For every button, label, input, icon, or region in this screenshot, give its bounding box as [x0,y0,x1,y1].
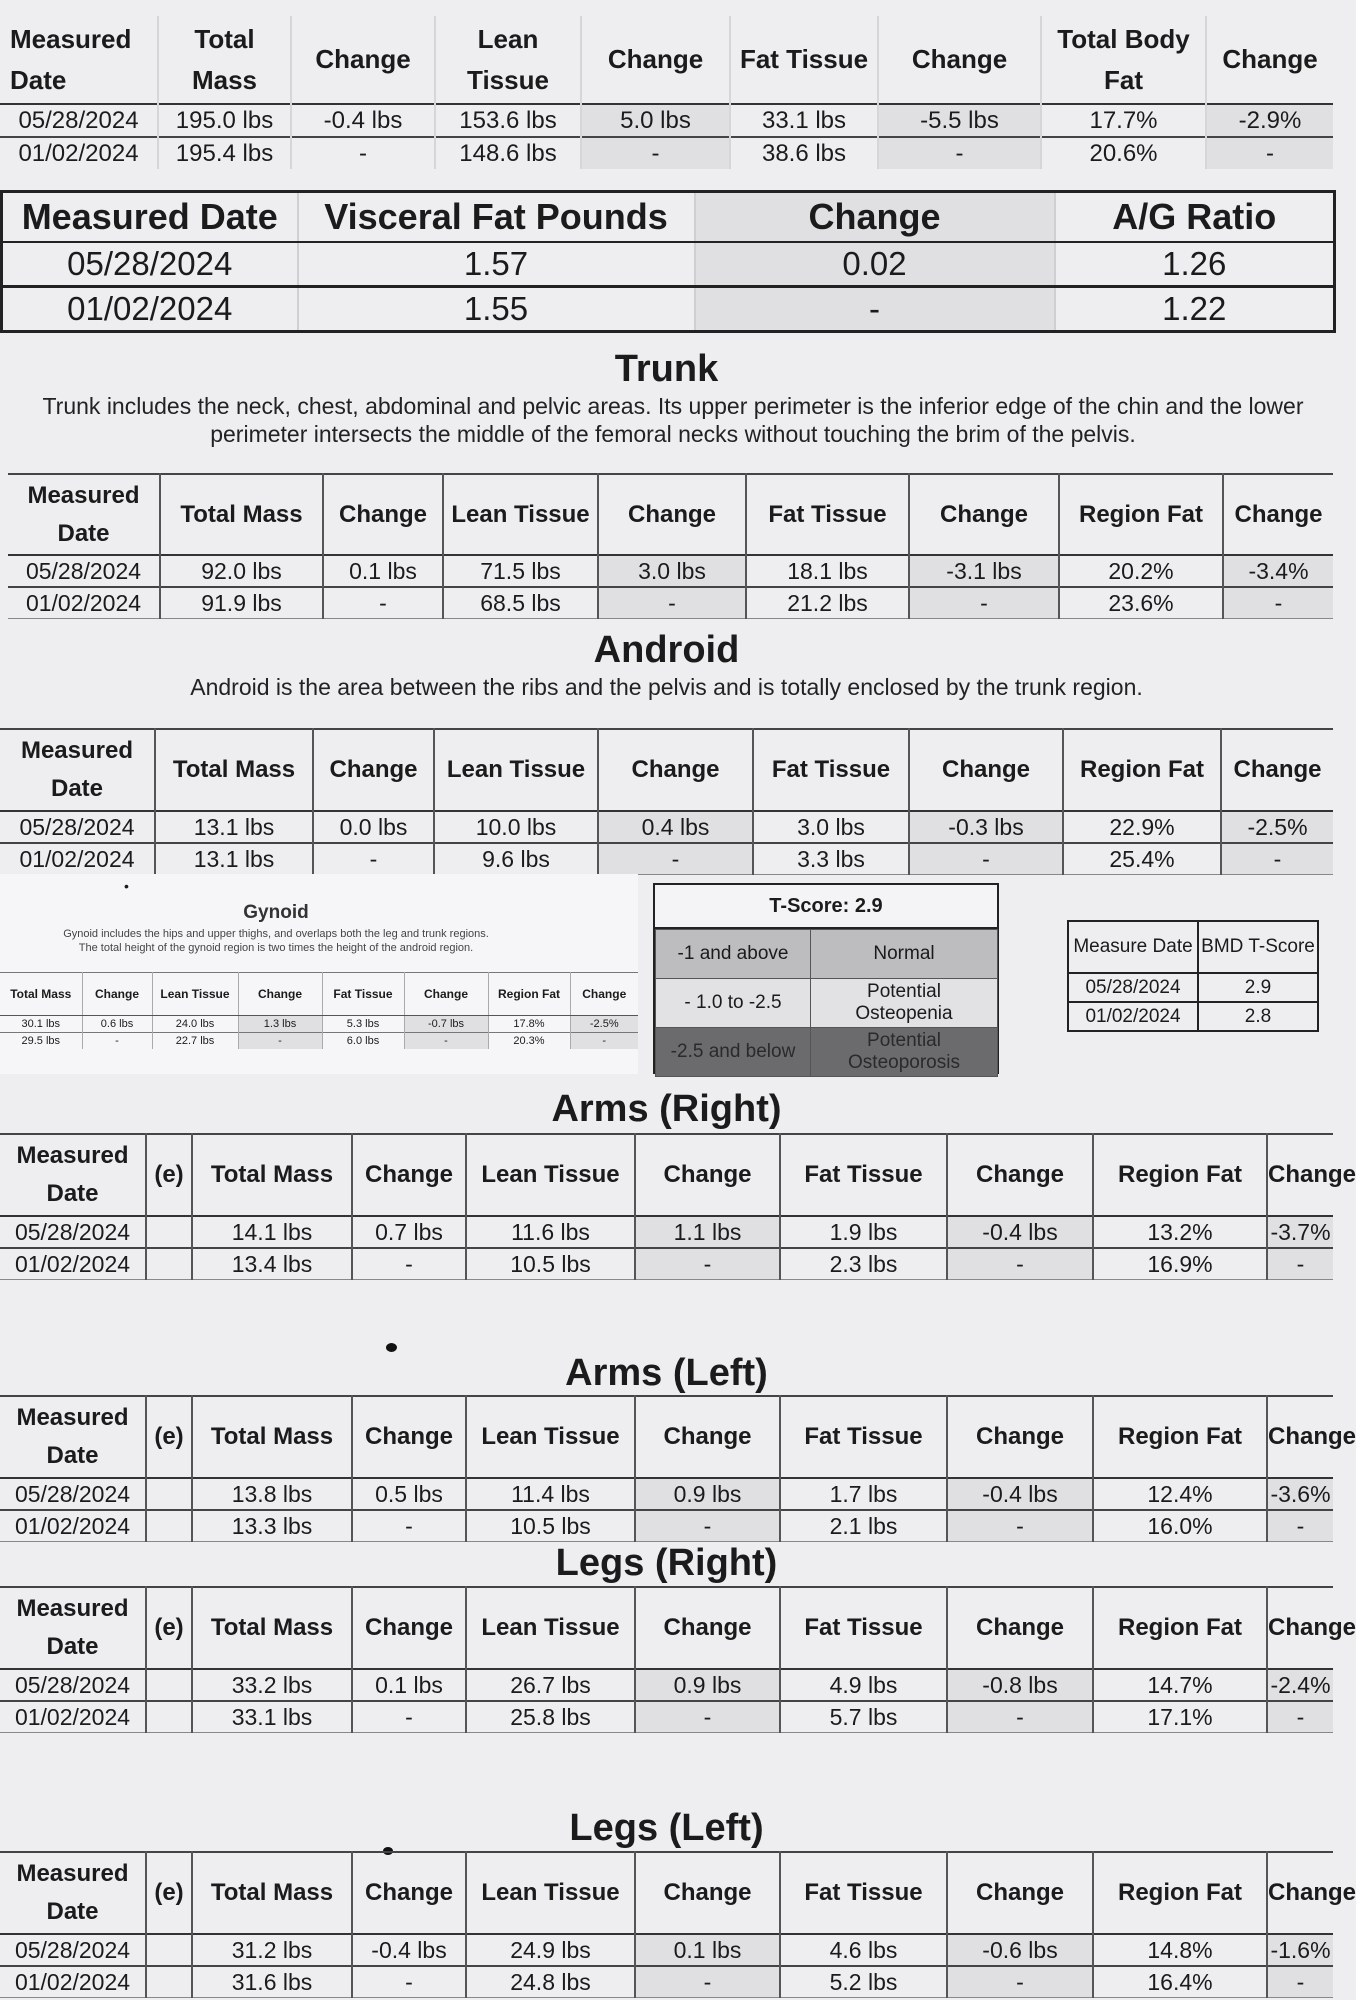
cell: 05/28/2024 [0,104,158,137]
header-total-mass: Total Mass [192,1587,352,1669]
header-total-mass: Total Mass [192,1134,352,1216]
cell: 16.9% [1093,1248,1267,1280]
cell: 30.1 lbs [0,1016,82,1033]
gynoid-table [0,972,638,1049]
header-region-fat: Region Fat [1063,729,1221,811]
tscore-row-osteoporosis [656,1028,998,1077]
cell: - [323,587,443,619]
cell [146,1701,192,1733]
cell: - [570,1033,638,1050]
arms-left-table [0,1395,1356,1542]
cell: 0.1 lbs [323,555,443,587]
trunk-table [8,473,1333,619]
cell: 05/28/2024 [8,555,160,587]
cell: 195.0 lbs [158,104,291,137]
bmd-tscore-table [1067,920,1317,1032]
cell [146,1248,192,1280]
tscore-title: T-Score: 2.9 [655,885,997,929]
cell: 0.9 lbs [635,1669,780,1701]
header-fat-tissue: Fat Tissue [753,729,909,811]
header-lean-tissue: Lean Tissue [466,1852,635,1934]
trunk-title: Trunk [614,348,719,390]
cell: 10.5 lbs [466,1248,635,1280]
cell: - [404,1033,488,1050]
cell: 01/02/2024 [2,287,298,332]
header-change: Change [635,1134,780,1216]
header-fat-tissue: Fat Tissue [322,973,404,1016]
header-change: Change [404,973,488,1016]
cell: 1.7 lbs [780,1478,947,1510]
cell: 14.8% [1093,1934,1267,1966]
tscore-range: -2.5 and below [656,1028,811,1077]
header-lean-tissue: Lean Tissue [466,1396,635,1478]
cell: 33.2 lbs [192,1669,352,1701]
cell: 2.9 [1198,973,1318,1002]
cell: 20.3% [488,1033,570,1050]
cell: - [947,1248,1093,1280]
header-change: Change [352,1852,466,1934]
tscore-legend [653,883,999,1074]
header-e: (e) [146,1134,192,1216]
cell: 0.0 lbs [313,811,434,843]
cell: 01/02/2024 [0,1510,146,1542]
cell: 05/28/2024 [2,242,298,287]
cell: 18.1 lbs [746,555,909,587]
header-visceral-fat-pounds: Visceral Fat Pounds [298,192,695,243]
header-e: (e) [146,1852,192,1934]
android-table [0,728,1333,875]
cell: 1.3 lbs [238,1016,322,1033]
total-body-summary-table [0,16,1333,169]
gynoid-description [0,927,552,955]
cell: 0.1 lbs [352,1669,466,1701]
cell: 29.5 lbs [0,1033,82,1050]
arms-right-table [0,1133,1356,1280]
header-lean-tissue: Lean Tissue [152,973,238,1016]
header-change: Change [1268,1161,1356,1188]
cell: 21.2 lbs [746,587,909,619]
cell: 2.1 lbs [780,1510,947,1542]
legs-right-title: Legs (Right) [555,1542,778,1584]
cell: 01/02/2024 [0,843,155,875]
cell: -0.6 lbs [947,1934,1093,1966]
arms-right-title: Arms (Right) [551,1088,782,1130]
header-measured-date: Measured Date [0,1587,146,1669]
cell: 5.0 lbs [581,104,730,137]
cell: 4.9 lbs [780,1669,947,1701]
header-change: Change [1233,756,1322,783]
header-change: Change [635,1587,780,1669]
cell: 05/28/2024 [0,1216,146,1248]
header-lean-tissue: Lean Tissue [466,1587,635,1669]
cell: 20.2% [1059,555,1223,587]
cell [146,1216,192,1248]
header-change: Change [947,1396,1093,1478]
header-e: (e) [146,1396,192,1478]
cell: 1.26 [1162,245,1227,282]
table-row [0,1669,1333,1701]
cell: -0.4 lbs [947,1478,1093,1510]
table-row [2,242,1335,287]
cell: - [635,1701,780,1733]
cell: -3.6% [1267,1478,1333,1510]
cell: -5.5 lbs [878,104,1041,137]
header-change: Change [570,973,638,1016]
header-change: Change [947,1134,1093,1216]
header-measured-date: Measured Date [0,16,158,104]
cell: -2.5% [1221,811,1333,843]
header-region-fat: Region Fat [1093,1852,1267,1934]
header-change: Change [313,729,434,811]
cell [146,1478,192,1510]
cell: 0.7 lbs [352,1216,466,1248]
cell: 13.2% [1093,1216,1267,1248]
cell: - [581,137,730,169]
tscore-range: -1 and above [656,930,811,979]
table-row [0,1248,1333,1280]
tscore-label: Potential Osteoporosis [811,1028,998,1077]
table-row [0,137,1333,169]
gynoid-description-line: The total height of the gynoid region is two times the height of the android region. [78,942,474,954]
cell: 16.4% [1093,1966,1267,1998]
cell: 195.4 lbs [158,137,291,169]
legs-left-title: Legs (Left) [569,1807,764,1849]
cell: 0.1 lbs [635,1934,780,1966]
header-change: Change [1234,500,1323,528]
cell: 92.0 lbs [160,555,323,587]
cell: - [947,1701,1093,1733]
header-change: Change [909,474,1059,555]
header-change: Change [352,1587,466,1669]
cell: 6.0 lbs [322,1033,404,1050]
header-fat-tissue: Fat Tissue [730,16,878,104]
table-row [0,1016,638,1033]
cell: -0.3 lbs [909,811,1063,843]
cell: 13.8 lbs [192,1478,352,1510]
cell: 31.6 lbs [192,1966,352,1998]
cell: 13.1 lbs [155,811,313,843]
android-title: Android [593,629,740,671]
cell: - [1267,1701,1333,1733]
header-region-fat: Region Fat [488,973,570,1016]
cell: -3.4% [1223,555,1333,587]
header-ag-ratio: A/G Ratio [1055,192,1335,243]
legs-left-table [0,1851,1356,1998]
header-lean-tissue: Lean Tissue [434,729,598,811]
header-change: Change [598,729,753,811]
arms-left-title: Arms (Left) [565,1352,768,1394]
header-change: Change [291,16,435,104]
table-row [0,104,1333,137]
header-lean-tissue: Lean Tissue [466,1134,635,1216]
cell: 68.5 lbs [443,587,598,619]
table-row [0,1033,638,1050]
gynoid-description-line: Gynoid includes the hips and upper thighs, and overlaps both the leg and trunk regions. [63,928,489,940]
cell: -0.8 lbs [947,1669,1093,1701]
cell: 38.6 lbs [730,137,878,169]
cell: - [878,137,1041,169]
cell: 2.8 [1198,1002,1318,1031]
cell: 5.7 lbs [780,1701,947,1733]
cell: - [598,843,753,875]
cell: - [1267,1510,1333,1542]
cell: 24.0 lbs [152,1016,238,1033]
header-region-fat: Region Fat [1059,474,1223,555]
header-region-fat: Region Fat [1093,1587,1267,1669]
cell: 13.1 lbs [155,843,313,875]
cell: - [695,287,1055,332]
cell: - [1223,587,1333,619]
header-fat-tissue: Fat Tissue [780,1396,947,1478]
cell: 0.5 lbs [352,1478,466,1510]
cell [146,1966,192,1998]
tscore-label: Normal [811,930,998,979]
cell: 13.4 lbs [192,1248,352,1280]
cell: 1.57 [298,242,695,287]
cell: 11.6 lbs [466,1216,635,1248]
cell [146,1510,192,1542]
cell: - [909,587,1059,619]
cell: 2.3 lbs [780,1248,947,1280]
cell: - [238,1033,322,1050]
header-fat-tissue: Fat Tissue [746,474,909,555]
cell: 05/28/2024 [0,1478,146,1510]
cell: 17.1% [1093,1701,1267,1733]
cell: -1.6% [1267,1934,1333,1966]
cell: 0.02 [695,242,1055,287]
cell: 1.22 [1162,290,1227,327]
cell: 01/02/2024 [8,587,160,619]
cell: 05/28/2024 [0,1934,146,1966]
cell: 01/02/2024 [0,1248,146,1280]
cell: 11.4 lbs [466,1478,635,1510]
cell: - [598,587,746,619]
android-description: Android is the area between the ribs and the pelvis and is totally enclosed by the trunk region. [190,674,1143,700]
header-change: Change [598,474,746,555]
bullet-dot: • [124,878,129,894]
header-region-fat: Region Fat [1093,1134,1267,1216]
header-lean-tissue: Lean Tissue [435,16,581,104]
header-change: Change [878,16,1041,104]
header-change: Change [238,973,322,1016]
tscore-range: - 1.0 to -2.5 [656,979,811,1028]
header-change: Change [695,192,1055,243]
cell: - [352,1966,466,1998]
cell: - [352,1248,466,1280]
header-change: Change [1222,44,1318,74]
cell: -0.4 lbs [352,1934,466,1966]
table-row [0,1510,1333,1542]
header-measured-date: Measured Date [2,192,298,243]
header-region-fat: Region Fat [1093,1396,1267,1478]
legs-right-table [0,1586,1356,1733]
cell: - [1267,1248,1333,1280]
cell: 25.8 lbs [466,1701,635,1733]
table-row [0,1478,1333,1510]
cell: -0.7 lbs [404,1016,488,1033]
cell: 9.6 lbs [434,843,598,875]
header-change: Change [82,973,152,1016]
header-total-mass: Total Mass [192,1852,352,1934]
cell: -0.4 lbs [947,1216,1093,1248]
cell: 22.9% [1063,811,1221,843]
cell: 1.9 lbs [780,1216,947,1248]
cell: - [947,1966,1093,1998]
cell [146,1934,192,1966]
table-row [0,811,1333,843]
header-change: Change [323,474,443,555]
cell: 14.7% [1093,1669,1267,1701]
cell: - [352,1701,466,1733]
table-row [2,287,1335,332]
header-change: Change [635,1396,780,1478]
cell: 12.4% [1093,1478,1267,1510]
cell: 0.6 lbs [82,1016,152,1033]
header-change: Change [947,1587,1093,1669]
cell: -3.1 lbs [909,555,1059,587]
tscore-label: Potential Osteopenia [811,979,998,1028]
cell: 3.3 lbs [753,843,909,875]
cell: 23.6% [1059,587,1223,619]
cell: 148.6 lbs [435,137,581,169]
header-change: Change [581,16,730,104]
cell: -2.5% [570,1016,638,1033]
table-row [0,1216,1333,1248]
cell: 5.3 lbs [322,1016,404,1033]
cell: 0.4 lbs [598,811,753,843]
cell: 01/02/2024 [0,1966,146,1998]
tscore-row-normal [656,930,998,979]
cell: - [352,1510,466,1542]
cell: 01/02/2024 [1068,1002,1198,1031]
cell: - [1206,137,1333,169]
cell: - [635,1510,780,1542]
cell: 4.6 lbs [780,1934,947,1966]
cell: 14.1 lbs [192,1216,352,1248]
cell: 31.2 lbs [192,1934,352,1966]
cell [146,1669,192,1701]
gynoid-panel [0,874,638,1074]
table-row [1068,973,1318,1002]
header-change: Change [1268,1879,1356,1906]
cell: 33.1 lbs [192,1701,352,1733]
header-bmd-tscore: BMD T-Score [1198,921,1318,973]
header-total-mass: Total Mass [160,474,323,555]
cell: 01/02/2024 [0,1701,146,1733]
cell: 17.7% [1041,104,1206,137]
header-total-mass: Total Mass [192,1396,352,1478]
cell: 91.9 lbs [160,587,323,619]
table-row [0,1966,1333,1998]
header-total-mass: Total Mass [0,973,82,1016]
cell: 05/28/2024 [0,1669,146,1701]
cell: - [635,1966,780,1998]
cell: - [313,843,434,875]
header-change: Change [352,1396,466,1478]
header-measured-date: Measured Date [0,1852,146,1934]
cell: - [291,137,435,169]
table-row [0,843,1333,875]
cell: 05/28/2024 [1068,973,1198,1002]
tscore-row-osteopenia [656,979,998,1028]
cell: - [635,1248,780,1280]
cell: 33.1 lbs [730,104,878,137]
header-fat-tissue: Fat Tissue [780,1587,947,1669]
cell: 01/02/2024 [0,137,158,169]
cell: 22.7 lbs [152,1033,238,1050]
cell: 10.5 lbs [466,1510,635,1542]
header-e: (e) [146,1587,192,1669]
cell: 3.0 lbs [753,811,909,843]
header-change: Change [352,1134,466,1216]
table-row [0,1701,1333,1733]
cell: -2.9% [1206,104,1333,137]
cell: 10.0 lbs [434,811,598,843]
header-total-mass: Total Mass [155,729,313,811]
header-measured-date: Measured Date [0,1396,146,1478]
trunk-description: Trunk includes the neck, chest, abdominal and pelvic areas. Its upper perimeter is the inferior edge of the chin and the lower perimeter intersects the middle of the femoral necks without touching the brim of the pelvis. [42,393,1304,447]
cell: - [947,1510,1093,1542]
header-fat-tissue: Fat Tissue [780,1134,947,1216]
cell: -3.7% [1267,1216,1333,1248]
header-change: Change [635,1852,780,1934]
cell: 0.9 lbs [635,1478,780,1510]
header-measure-date: Measure Date [1068,921,1198,973]
gynoid-title: Gynoid [243,902,309,923]
cell: 5.2 lbs [780,1966,947,1998]
table-row [0,1934,1333,1966]
cell: - [82,1033,152,1050]
header-measured-date: Measured Date [0,1134,146,1216]
cell: - [1221,843,1333,875]
table-row [8,555,1333,587]
cell: 71.5 lbs [443,555,598,587]
header-change: Change [1268,1614,1356,1641]
cell: 24.8 lbs [466,1966,635,1998]
cell: 1.55 [298,287,695,332]
cell: 16.0% [1093,1510,1267,1542]
cell: 05/28/2024 [0,811,155,843]
table-row [8,587,1333,619]
header-total-mass: Total Mass [158,16,291,104]
header-lean-tissue: Lean Tissue [443,474,598,555]
header-fat-tissue: Fat Tissue [780,1852,947,1934]
header-change: Change [947,1852,1093,1934]
cell: 26.7 lbs [466,1669,635,1701]
header-change: Change [1268,1423,1356,1450]
cell: -0.4 lbs [291,104,435,137]
cell: 3.0 lbs [598,555,746,587]
header-total-body-fat: Total Body Fat [1041,16,1206,104]
cell: 17.8% [488,1016,570,1033]
cell: 153.6 lbs [435,104,581,137]
visceral-fat-table [0,190,1333,333]
header-measured-date: Measured Date [0,729,155,811]
cell: 24.9 lbs [466,1934,635,1966]
cell: 1.1 lbs [635,1216,780,1248]
cell: 20.6% [1041,137,1206,169]
cell: 13.3 lbs [192,1510,352,1542]
table-row [1068,1002,1318,1031]
cell: - [1267,1966,1333,1998]
header-change: Change [909,729,1063,811]
cell: -2.4% [1267,1669,1333,1701]
header-measured-date: Measured Date [8,474,160,555]
cell: - [909,843,1063,875]
cell: 25.4% [1063,843,1221,875]
